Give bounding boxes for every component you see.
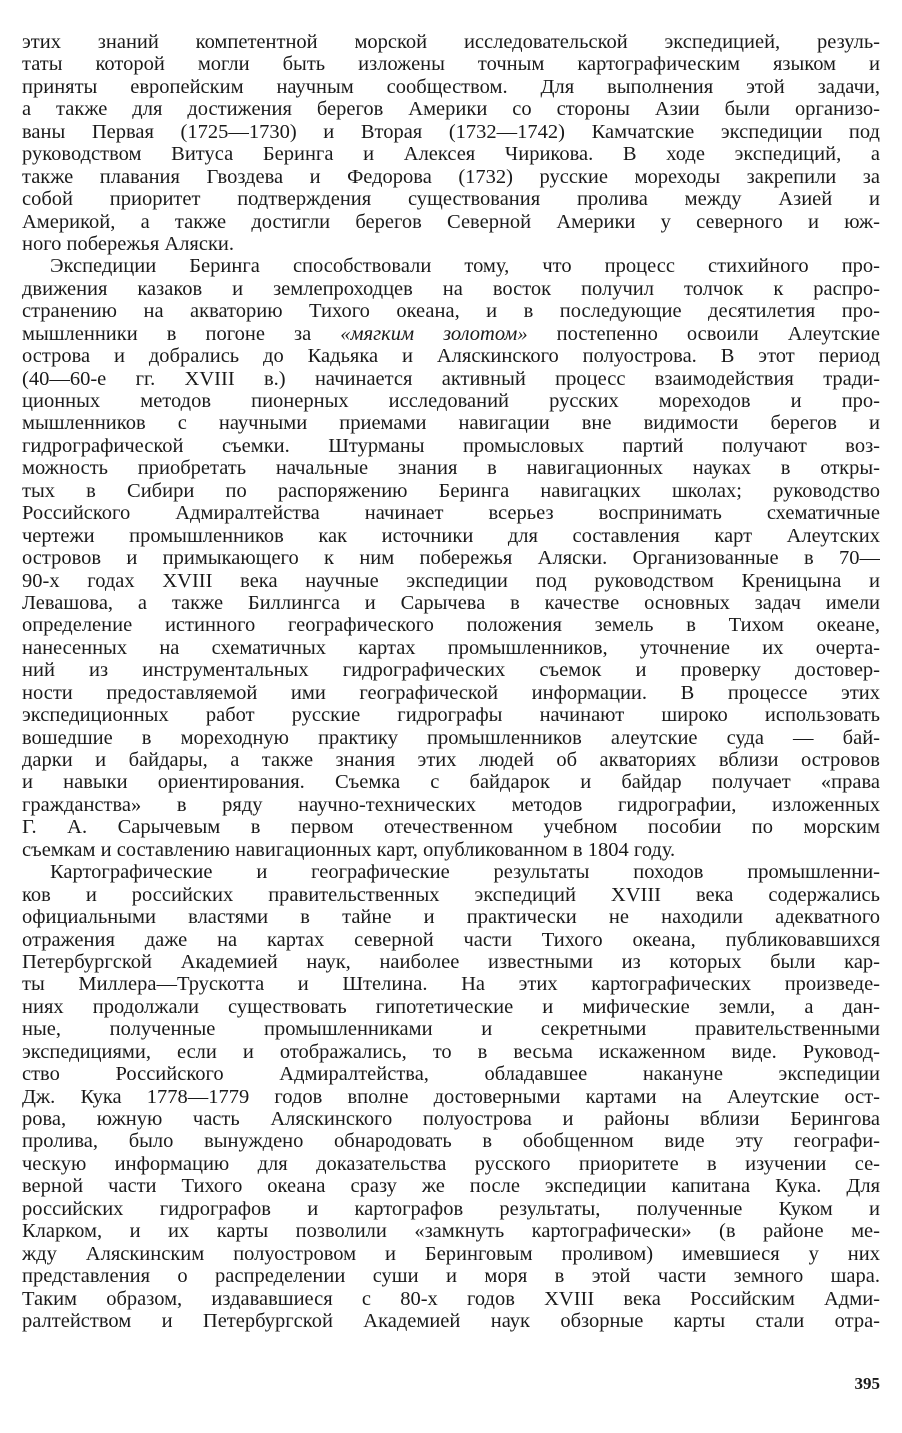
text-line: и навыки ориентирования. Съемка с байдарок и байдар получает «права [22,771,880,794]
body-text [22,31,880,1332]
text-line: Экспедиции Беринга способствовали тому, что процесс стихийного про- [50,255,880,278]
paragraph [22,255,880,861]
text-segment: постепенно освоили Алеутские [527,322,880,345]
text-line: мышленников с научными приемами навигации вне видимости берегов и [22,412,880,435]
text-line: ков и российских правительственных экспедиций XVIII века содержались [22,883,880,906]
text-line: гражданства» в ряду научно-технических методов гидрографии, изложенных [22,793,880,816]
text-line: ционных методов пионерных исследований русских мореходов и про- [22,390,880,412]
text-line: руководством Витуса Беринга и Алексея Чирикова. В ходе экспедиций, а [22,143,880,166]
text-line: Левашова, а также Биллингса и Сарычева в качестве основных задач имели [22,591,880,614]
text-line: Таким образом, издававшиеся с 80-х годов XVIII века Российским Адми- [22,1287,880,1310]
text-line: представления о распределении суши и моря в этой части земного шара. [22,1265,880,1288]
text-line: ралтейством и Петербургской Академией наук обзорные карты стали отра- [22,1309,880,1332]
text-line: Америкой, а также достигли берегов Северной Америки у северного и юж- [22,210,880,233]
text-line: ство Российского Адмиралтейства, обладавшее накануне экспедиции [22,1063,880,1086]
text-line: 90-х годах XVIII века научные экспедиции под руководством Креницына и [22,569,880,592]
text-line: ний из инструментальных гидрографических съемок и проверку достовер- [22,659,880,682]
italic-phrase: «мягким золотом» [340,322,528,345]
text-line: тых в Сибири по распоряжению Беринга навигацких школах; руководство [22,479,880,502]
text-line: ниях продолжали существовать гипотетические и мифические земли, а дан- [22,995,880,1018]
text-line: островов и примыкающего к ним побережья Аляски. Организованные в 70— [22,547,880,570]
text-line: движения казаков и землепроходцев на восток получил толчок к распро- [22,277,880,300]
text-line: дарки и байдары, а также знания этих людей об акваториях вблизи островов [22,749,880,771]
text-line: таты которой могли быть изложены точным картографическим языком и [22,53,880,76]
text-line: Российского Адмиралтейства начинает всерьез воспринимать схематичные [22,502,880,525]
text-line: вошедшие в мореходную практику промышленников алеутские суда — бай- [22,726,880,749]
text-line: рова, южную часть Аляскинского полуострова и районы вблизи Берингова [22,1108,880,1130]
text-line: жду Аляскинским полуостровом и Беринговым проливом) имевшиеся у них [22,1242,880,1265]
text-line: пролива, было вынуждено обнародовать в обобщенном виде эту географи- [22,1130,880,1153]
text-line: приняты европейским научным сообществом. Для выполнения этой задачи, [22,75,880,98]
text-line: острова и добрались до Кадьяка и Аляскинского полуострова. В этот период [22,345,880,368]
text-line: верной части Тихого океана сразу же после экспедиции капитана Кука. Для [22,1175,880,1198]
text-line: ности предоставляемой ими географической информации. В процессе этих [22,681,880,704]
text-line: а также для достижения берегов Америки со стороны Азии были организо- [22,98,880,121]
text-line: ные, полученные промышленниками и секретными правительственными [22,1018,880,1041]
text-line: официальными властями в тайне и практически не находили адекватного [22,906,880,929]
text-line: определение истинного географического положения земель в Тихом океане, [22,614,880,637]
paragraph [22,861,880,1332]
text-line: Кларком, и их карты позволили «замкнуть картографически» (в районе ме- [22,1220,880,1243]
text-line: отражения даже на картах северной части Тихого океана, публиковавшихся [22,928,880,951]
text-line: (40—60-е гг. XVIII в.) начинается активный процесс взаимодействия тради- [22,367,880,390]
text-line: ного побережья Аляски. [22,232,235,255]
text-line: Картографические и географические результаты походов промышленни- [50,861,880,884]
page-number: 395 [854,1374,880,1393]
text-line: чертежи промышленников как источники для составления карт Алеутских [22,524,880,547]
text-line: Г. А. Сарычевым в первом отечественном учебном пособии по морским [22,816,880,839]
text-line: ты Миллера—Трускотта и Штелина. На этих картографических произведе- [22,973,880,996]
text-line: экспедиционных работ русские гидрографы начинают широко использовать [22,704,880,727]
text-line: собой приоритет подтверждения существования пролива между Азией и [22,188,880,211]
text-line: ческую информацию для доказательства русского приоритете в изучении се- [22,1152,880,1175]
text-line: можность приобретать начальные знания в навигационных науках в откры- [22,457,880,480]
text-line: съемкам и составлению навигационных карт, опубликованном в 1804 году. [22,838,676,861]
text-line: Дж. Кука 1778—1779 годов вполне достоверными картами на Алеутские ост- [22,1085,880,1108]
text-line: ваны Первая (1725—1730) и Вторая (1732—1742) Камчатские экспедиции под [22,120,880,143]
text-line: нанесенных на схематичных картах промышленников, уточнение их очерта- [22,636,880,659]
paragraph [22,31,880,255]
text-line: экспедициями, если и отображались, то в весьма искаженном виде. Руковод- [22,1040,880,1063]
text-segment: мышленники в погоне за [22,322,341,345]
text-line [22,323,880,345]
text-line: Петербургской Академией наук, наиболее известными из которых были кар- [22,950,880,973]
text-line: странению на акваторию Тихого океана, и в последующие десятилетия про- [22,300,880,323]
text-line: российских гидрографов и картографов результаты, полученные Куком и [22,1197,880,1220]
text-line: также плавания Гвоздева и Федорова (1732) русские мореходы закрепили за [22,165,880,188]
text-line: гидрографической съемки. Штурманы промысловых партий получают воз- [22,434,880,457]
text-line: этих знаний компетентной морской исследовательской экспедицией, резуль- [22,31,880,53]
